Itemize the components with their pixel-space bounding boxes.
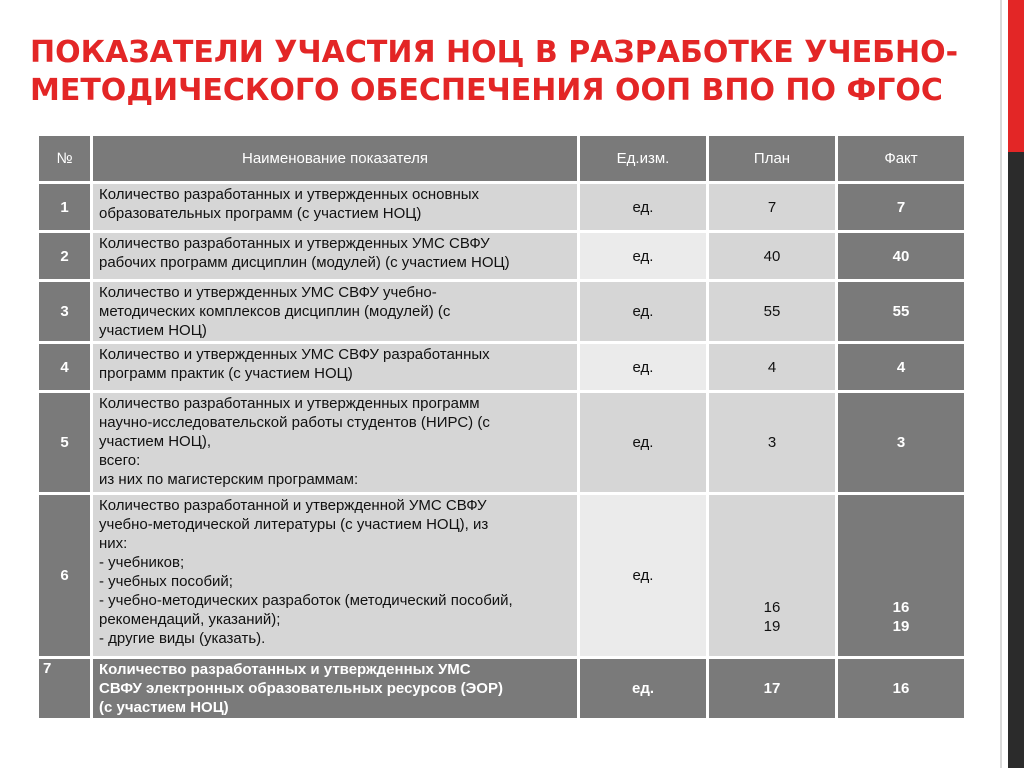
row-plan: 17 [708, 658, 837, 720]
row-unit: ед. [579, 392, 708, 494]
row-plan: 3 [708, 392, 837, 494]
name-line: рекомендаций, указаний); [99, 611, 281, 628]
table-row [38, 658, 966, 720]
row-number: 5 [38, 392, 92, 494]
plan-value: 16 [763, 599, 781, 616]
header-unit: Ед.изм. [579, 135, 708, 183]
name-line: всего: [99, 452, 141, 469]
row-fact: 4 [837, 343, 966, 392]
name-line: Количество и утвержденных УМС СВФУ разработанных [99, 346, 490, 363]
header-number: № [38, 135, 92, 183]
row-indicator-name [92, 343, 579, 392]
row-fact [837, 494, 966, 658]
name-line: программ практик (с участием НОЦ) [99, 365, 353, 382]
name-line: - учебников; [99, 554, 185, 571]
name-line: - другие виды (указать). [99, 630, 266, 647]
slide-title: ПОКАЗАТЕЛИ УЧАСТИЯ НОЦ В РАЗРАБОТКЕ УЧЕБНО-МЕТОДИЧЕСКОГО ОБЕСПЕЧЕНИЯ ООП ВПО ПО ФГОС [30, 35, 959, 108]
name-line: Количество разработанных и утвержденных УМС [99, 661, 471, 678]
header-fact: Факт [837, 135, 966, 183]
table-row [38, 281, 966, 343]
name-line: участием НОЦ), [99, 433, 211, 450]
row-number: 7 [38, 658, 92, 720]
header-plan: План [708, 135, 837, 183]
row-number: 1 [38, 183, 92, 232]
row-indicator-name [92, 183, 579, 232]
plan-value: 19 [763, 618, 781, 635]
name-line: рабочих программ дисциплин (модулей) (с участием НОЦ) [99, 254, 510, 271]
row-indicator-name [92, 232, 579, 281]
name-line: Количество разработанных и утвержденных УМС СВФУ [99, 235, 490, 252]
row-number: 2 [38, 232, 92, 281]
row-fact: 3 [837, 392, 966, 494]
name-line: СВФУ электронных образовательных ресурсов (ЭОР) [99, 680, 503, 697]
name-line: участием НОЦ) [99, 322, 207, 339]
name-line: них: [99, 535, 128, 552]
row-fact: 55 [837, 281, 966, 343]
fact-value: 19 [892, 618, 910, 635]
row-fact: 7 [837, 183, 966, 232]
name-line: учебно-методической литературы (с участием НОЦ), из [99, 516, 489, 533]
row-unit: ед. [579, 494, 708, 658]
table-row [38, 343, 966, 392]
row-unit: ед. [579, 343, 708, 392]
name-line: Количество разработанной и утвержденной УМС СВФУ [99, 497, 487, 514]
table-header-row [38, 135, 966, 183]
row-number: 4 [38, 343, 92, 392]
row-plan: 40 [708, 232, 837, 281]
row-unit: ед. [579, 232, 708, 281]
table-row [38, 392, 966, 494]
name-line: Количество разработанных и утвержденных основных [99, 186, 480, 203]
accent-bar-red [1008, 0, 1024, 152]
row-fact: 40 [837, 232, 966, 281]
indicators-table [36, 133, 967, 721]
row-indicator-name [92, 281, 579, 343]
table-row [38, 183, 966, 232]
row-plan [708, 494, 837, 658]
table-row [38, 232, 966, 281]
name-line: Количество разработанных и утвержденных программ [99, 395, 480, 412]
row-indicator-name [92, 658, 579, 720]
table-row [38, 494, 966, 658]
name-line: (с участием НОЦ) [99, 699, 229, 716]
row-plan: 4 [708, 343, 837, 392]
name-line: из них по магистерским программам: [99, 471, 359, 488]
name-line: - учебных пособий; [99, 573, 233, 590]
row-indicator-name [92, 494, 579, 658]
row-number: 3 [38, 281, 92, 343]
name-line: - учебно-методических разработок (методический пособий, [99, 592, 513, 609]
row-unit: ед. [579, 281, 708, 343]
slide-divider-line [1000, 0, 1002, 768]
name-line: Количество и утвержденных УМС СВФУ учебно- [99, 284, 437, 301]
row-indicator-name [92, 392, 579, 494]
row-plan: 7 [708, 183, 837, 232]
name-line: научно-исследовательской работы студентов (НИРС) (с [99, 414, 490, 431]
header-indicator-name: Наименование показателя [92, 135, 579, 183]
row-number: 6 [38, 494, 92, 658]
name-line: методических комплексов дисциплин (модулей) (с [99, 303, 451, 320]
row-fact: 16 [837, 658, 966, 720]
row-unit: ед. [579, 183, 708, 232]
accent-bar-dark [1008, 152, 1024, 768]
name-line: образовательных программ (с участием НОЦ) [99, 205, 422, 222]
fact-value: 16 [892, 599, 910, 616]
row-unit: ед. [579, 658, 708, 720]
row-plan: 55 [708, 281, 837, 343]
